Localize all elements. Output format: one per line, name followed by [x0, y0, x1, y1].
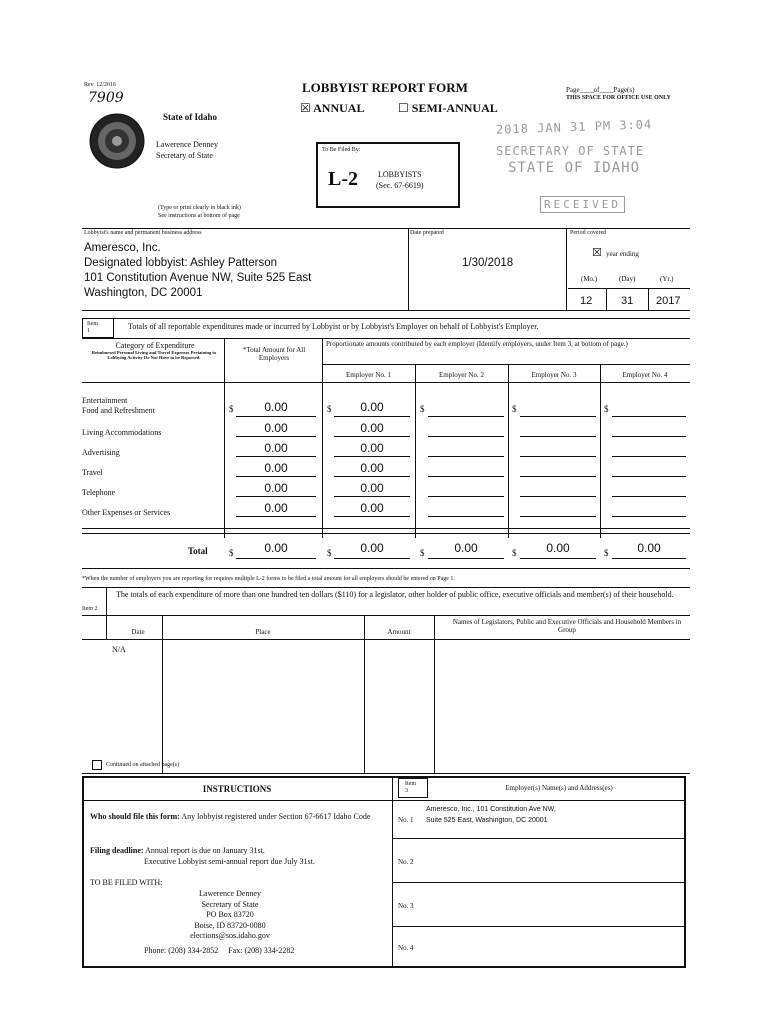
- emp1-other-amount[interactable]: 0.00: [360, 501, 384, 515]
- employer-2-header: Employer No. 2: [439, 371, 484, 379]
- deadline-annual: Annual report is due on January 31st.: [145, 846, 265, 855]
- total-telephone-amount[interactable]: 0.00: [264, 481, 288, 495]
- addr-title: Secretary of State: [201, 899, 259, 909]
- secretary-name: Lawerence Denney: [156, 140, 218, 149]
- annual-checkbox[interactable]: ☒: [300, 101, 311, 115]
- employer-1-header: Employer No. 1: [346, 371, 391, 379]
- category-travel: Travel: [82, 468, 103, 477]
- date-prepared-value[interactable]: 1/30/2018: [462, 257, 514, 269]
- proportionate-header: Proportionate amounts contributed by each employer (Identify employers, under Item 3, at bottom of page.): [326, 340, 628, 348]
- lobbyist-city: Washington, DC 20001: [84, 287, 203, 299]
- revision-label: Rev. 12/2016: [84, 82, 116, 88]
- item-2-label: Item 2: [82, 606, 98, 612]
- stamp-secretary: SECRETARY OF STATE: [496, 144, 645, 158]
- filed-by-box: [316, 142, 460, 208]
- emp4-dollar-sign: $: [604, 404, 609, 414]
- emp1-total-dollar: $: [327, 548, 332, 558]
- emp2-total-amount[interactable]: 0.00: [454, 541, 478, 555]
- emp3-total-amount[interactable]: 0.00: [546, 541, 570, 555]
- category-header: Category of Expenditure: [115, 341, 195, 350]
- emp1-advertising-amount[interactable]: 0.00: [360, 441, 384, 455]
- emp1-travel-amount[interactable]: 0.00: [360, 461, 384, 475]
- filer-type: LOBBYISTS: [378, 170, 422, 179]
- emp1-total-amount[interactable]: 0.00: [360, 541, 384, 555]
- total-living-amount[interactable]: 0.00: [264, 421, 288, 435]
- col-names-header: Names of Legislators, Public and Executive Officials and Household Members in Group: [452, 618, 682, 634]
- lobbyist-name: Ameresco, Inc.: [84, 242, 161, 254]
- emp4-total-dollar: $: [604, 548, 609, 558]
- lobbyist-address-label: Lobbyist's name and permanent business address: [84, 230, 202, 236]
- grand-total-dollar: $: [229, 548, 234, 558]
- emp3-dollar-sign: $: [512, 404, 517, 414]
- employer-1-no: No. 1: [398, 816, 414, 824]
- day-label: (Day): [619, 275, 636, 283]
- instructions-title: INSTRUCTIONS: [202, 784, 272, 794]
- emp3-total-dollar: $: [512, 548, 517, 558]
- type-note: (Type or print clearly in black ink): [158, 205, 241, 211]
- grand-total-amount[interactable]: 0.00: [264, 541, 288, 555]
- lobbyist-address: [84, 241, 311, 301]
- total-amount-header: *Total Amount for All Employers: [242, 346, 306, 362]
- category-advertising: Advertising: [82, 448, 120, 457]
- secretary-title: Secretary of State: [156, 151, 213, 160]
- emp2-total-dollar: $: [420, 548, 425, 558]
- who-text: Any lobbyist registered under Section 67-6617 Idaho Code: [181, 812, 371, 821]
- period-covered-label: Period covered: [570, 230, 607, 236]
- employer-2-no: No. 2: [398, 858, 414, 866]
- designated-lobbyist: Designated lobbyist: Ashley Patterson: [84, 257, 278, 269]
- date-prepared-label: Date prepared: [410, 230, 444, 236]
- emp1-living-amount[interactable]: 0.00: [360, 421, 384, 435]
- year-ending-label: year ending: [606, 250, 639, 258]
- deadline-semi-annual: Executive Lobbyist semi-annual report due July 31st.: [144, 857, 315, 866]
- period-day[interactable]: 31: [621, 295, 634, 307]
- addr-name: Lawerence Denney: [199, 889, 261, 898]
- emp1-telephone-amount[interactable]: 0.00: [360, 481, 384, 495]
- employer-1-line2: Suite 525 East, Washington, DC 20001: [426, 817, 548, 824]
- employer-4-header: Employer No. 4: [622, 371, 668, 379]
- page-of-pages: Page____of____Page(s): [566, 86, 635, 94]
- col-place-header: Place: [255, 628, 271, 636]
- annual-label: ANNUAL: [313, 101, 365, 115]
- category-entertainment: Entertainment: [82, 396, 128, 405]
- emp4-total-amount[interactable]: 0.00: [637, 541, 661, 555]
- state-seal-icon: [88, 112, 146, 170]
- employer-1-line1: Ameresco, Inc., 101 Constitution Ave NW,: [426, 806, 556, 813]
- addr-email[interactable]: elections@sos.idaho.gov: [190, 931, 270, 940]
- filing-address: [140, 889, 320, 942]
- employer-3-header: Employer No. 3: [531, 371, 577, 379]
- total-food-amount[interactable]: 0.00: [264, 400, 288, 414]
- emp1-food-amount[interactable]: 0.00: [360, 400, 384, 414]
- item-2-heading: The totals of each expenditure of more than one hundred ten dollars ($110) for a legislator, other holder of public office, executive officials and member(s) of their household.: [116, 590, 674, 599]
- state-name: State of Idaho: [163, 112, 218, 122]
- total-advertising-amount[interactable]: 0.00: [264, 441, 288, 455]
- annual-option[interactable]: [300, 101, 364, 116]
- month-label: (Mo.): [581, 275, 598, 283]
- employer-3-no: No. 3: [398, 902, 414, 910]
- item-2-entry[interactable]: N/A: [112, 645, 126, 654]
- emp1-dollar-sign: $: [327, 404, 332, 414]
- deadline-label: Filing deadline:: [90, 846, 144, 855]
- category-food: Food and Refreshment: [82, 406, 155, 415]
- employer-4-no: No. 4: [398, 944, 414, 952]
- category-living: Living Accommodations: [82, 428, 162, 437]
- filing-deadline: [90, 846, 265, 855]
- stamp-datetime: 2018 JAN 31 PM 3:04: [495, 117, 653, 137]
- category-subnote: Reimbursed Personal Living and Travel Expenses Pertaining to Lobbying Activity Do Not Have to be Reported.: [91, 350, 217, 361]
- item-1-footnote: *When the number of employers you are reporting for requires multiple L-2 forms to be filed a total amount for all employers should be entered on Page 1.: [82, 576, 455, 582]
- addr-city: Boise, ID 83720-0080: [194, 920, 266, 930]
- lobbyist-street: 101 Constitution Avenue NW, Suite 525 East: [84, 272, 312, 284]
- handwritten-number: 7909: [88, 90, 124, 106]
- item-3-heading: Employer(s) Name(s) and Address(es): [505, 784, 613, 792]
- continued-checkbox[interactable]: [92, 760, 102, 770]
- year-ending-checkbox[interactable]: ☒: [592, 246, 602, 259]
- form-title: LOBBYIST REPORT FORM: [302, 80, 468, 95]
- who-label: Who should file this form:: [90, 812, 180, 821]
- see-note: See instructions at bottom of page: [158, 213, 240, 219]
- filed-by-label: To Be Filed By:: [322, 147, 361, 153]
- period-month[interactable]: 12: [580, 295, 593, 307]
- addr-po-box: PO Box 83720: [206, 910, 254, 919]
- stamp-state: STATE OF IDAHO: [508, 160, 641, 176]
- semi-annual-label: SEMI-ANNUAL: [411, 101, 498, 115]
- total-label: Total: [188, 546, 208, 556]
- category-other: Other Expenses or Services: [82, 508, 171, 517]
- category-telephone: Telephone: [82, 488, 116, 497]
- col-amount-header: Amount: [387, 628, 411, 636]
- stamp-received: RECEIVED: [540, 196, 625, 213]
- continued-label: Continued on attached page(s): [106, 762, 180, 768]
- total-other-amount[interactable]: 0.00: [264, 501, 288, 515]
- statute-ref: (Sec. 67-6619): [376, 181, 424, 190]
- phone-fax: Phone: (208) 334-2852 Fax: (208) 334-2282: [144, 946, 295, 955]
- col-date-header: Date: [131, 628, 145, 636]
- semi-annual-checkbox[interactable]: ☐: [398, 101, 409, 115]
- emp2-dollar-sign: $: [420, 404, 425, 414]
- item-3-box: Item 3: [398, 778, 428, 798]
- year-label: (Yr.): [660, 275, 674, 283]
- employer-1-address[interactable]: [426, 804, 556, 826]
- period-year[interactable]: 2017: [656, 295, 681, 307]
- item-1-heading: Totals of all reportable expenditures made or incurred by Lobbyist or by Lobbyist's Employer on behalf of Lobbyist's Employer.: [128, 322, 539, 331]
- total-travel-amount[interactable]: 0.00: [264, 461, 288, 475]
- item-1-box: Item 1: [82, 318, 114, 338]
- file-with-label: TO BE FILED WITH:: [90, 878, 163, 887]
- total-dollar-sign: $: [229, 404, 234, 414]
- office-use-label: THIS SPACE FOR OFFICE USE ONLY: [566, 95, 671, 101]
- who-should-file: [90, 812, 386, 821]
- semi-annual-option[interactable]: [398, 101, 498, 116]
- form-code: L-2: [328, 168, 358, 190]
